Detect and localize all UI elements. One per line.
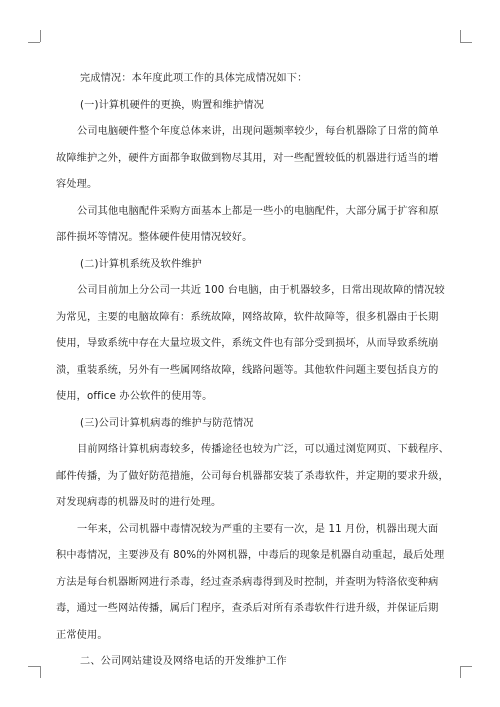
doc-line: 使用，导致系统中存在大量垃圾文件，系统文件也有部分受到损坏，从而导致系统崩 [56,338,439,349]
crop-mark-bottom-left-h [28,666,40,667]
crop-mark-top-right-h [460,42,472,43]
doc-line: 容处理。 [56,179,98,190]
doc-line: 积中毒情况，主要涉及有 80%的外网机器，中毒后的现象是机器自动重起，最后处理 [56,550,445,561]
crop-mark-bottom-left-v [40,666,41,678]
doc-line: 毒，通过一些网站传播，属后门程序，查杀后对所有杀毒软件行进升级，并保证后期 [56,603,439,614]
doc-line: 对发现病毒的机器及时的进行处理。 [56,497,222,508]
doc-line: 故障维护之外，硬件方面都争取做到物尽其用，对一些配置较低的机器进行适当的增 [56,152,439,164]
doc-line: 一年来，公司机器中毒情况较为严重的主要有一次，是 11 月份，机器出现大面 [77,523,439,535]
doc-line: 目前网络计算机病毒较多，传播途径也较为广泛，可以通过浏览网页、下载程序、 [77,444,450,455]
doc-line: 溃，重装系统，另外有一些属网络故障，线路问题等。其他软件问题主要包括良方的 [56,364,439,376]
doc-line: 公司目前加上分公司一共近 100 台电脑，由于机器较多，日常出现故障的情况较 [77,285,445,296]
doc-line: 正常使用。 [56,629,108,641]
section-heading: 二、公司网站建设及网络电话的开发维护工作 [80,656,287,667]
crop-mark-bottom-right-h [460,666,472,667]
document-body [56,66,450,676]
doc-line: 完成情况：本年度此项工作的具体完成情况如下： [80,73,308,84]
doc-line: 公司其他电脑配件采购方面基本上都是一些小的电脑配件，大部分属于扩容和原 [77,205,439,217]
doc-line: 使用，office 办公软件的使用等。 [56,391,213,402]
doc-line: 部件损坏等情况。整体硬件使用情况较好。 [56,232,253,243]
doc-line: 为常见，主要的电脑故障有：系统故障，网络故障，软件故障等，很多机器由于长期 [56,311,439,323]
crop-mark-top-left-v [40,30,41,42]
crop-mark-top-left-h [28,42,40,43]
doc-line: 方法是每台机器断网进行杀毒，经过查杀病毒得到及时控制，并查明为特洛依变种病 [56,576,439,588]
crop-mark-top-right-v [460,30,461,42]
doc-line: 邮件传播，为了做好防范措施，公司每台机器都安装了杀毒软件，并定期的要求升级， [56,470,449,482]
section-heading: (二)计算机系统及软件维护 [80,258,202,270]
crop-mark-bottom-right-v [460,666,461,678]
section-heading: (一)计算机硬件的更换，购置和维护情况 [80,99,264,111]
doc-line: 公司电脑硬件整个年度总体来讲，出现问题频率较少，每台机器除了日常的简单 [77,126,439,137]
section-heading: (三)公司计算机病毒的维护与防范情况 [80,417,254,429]
